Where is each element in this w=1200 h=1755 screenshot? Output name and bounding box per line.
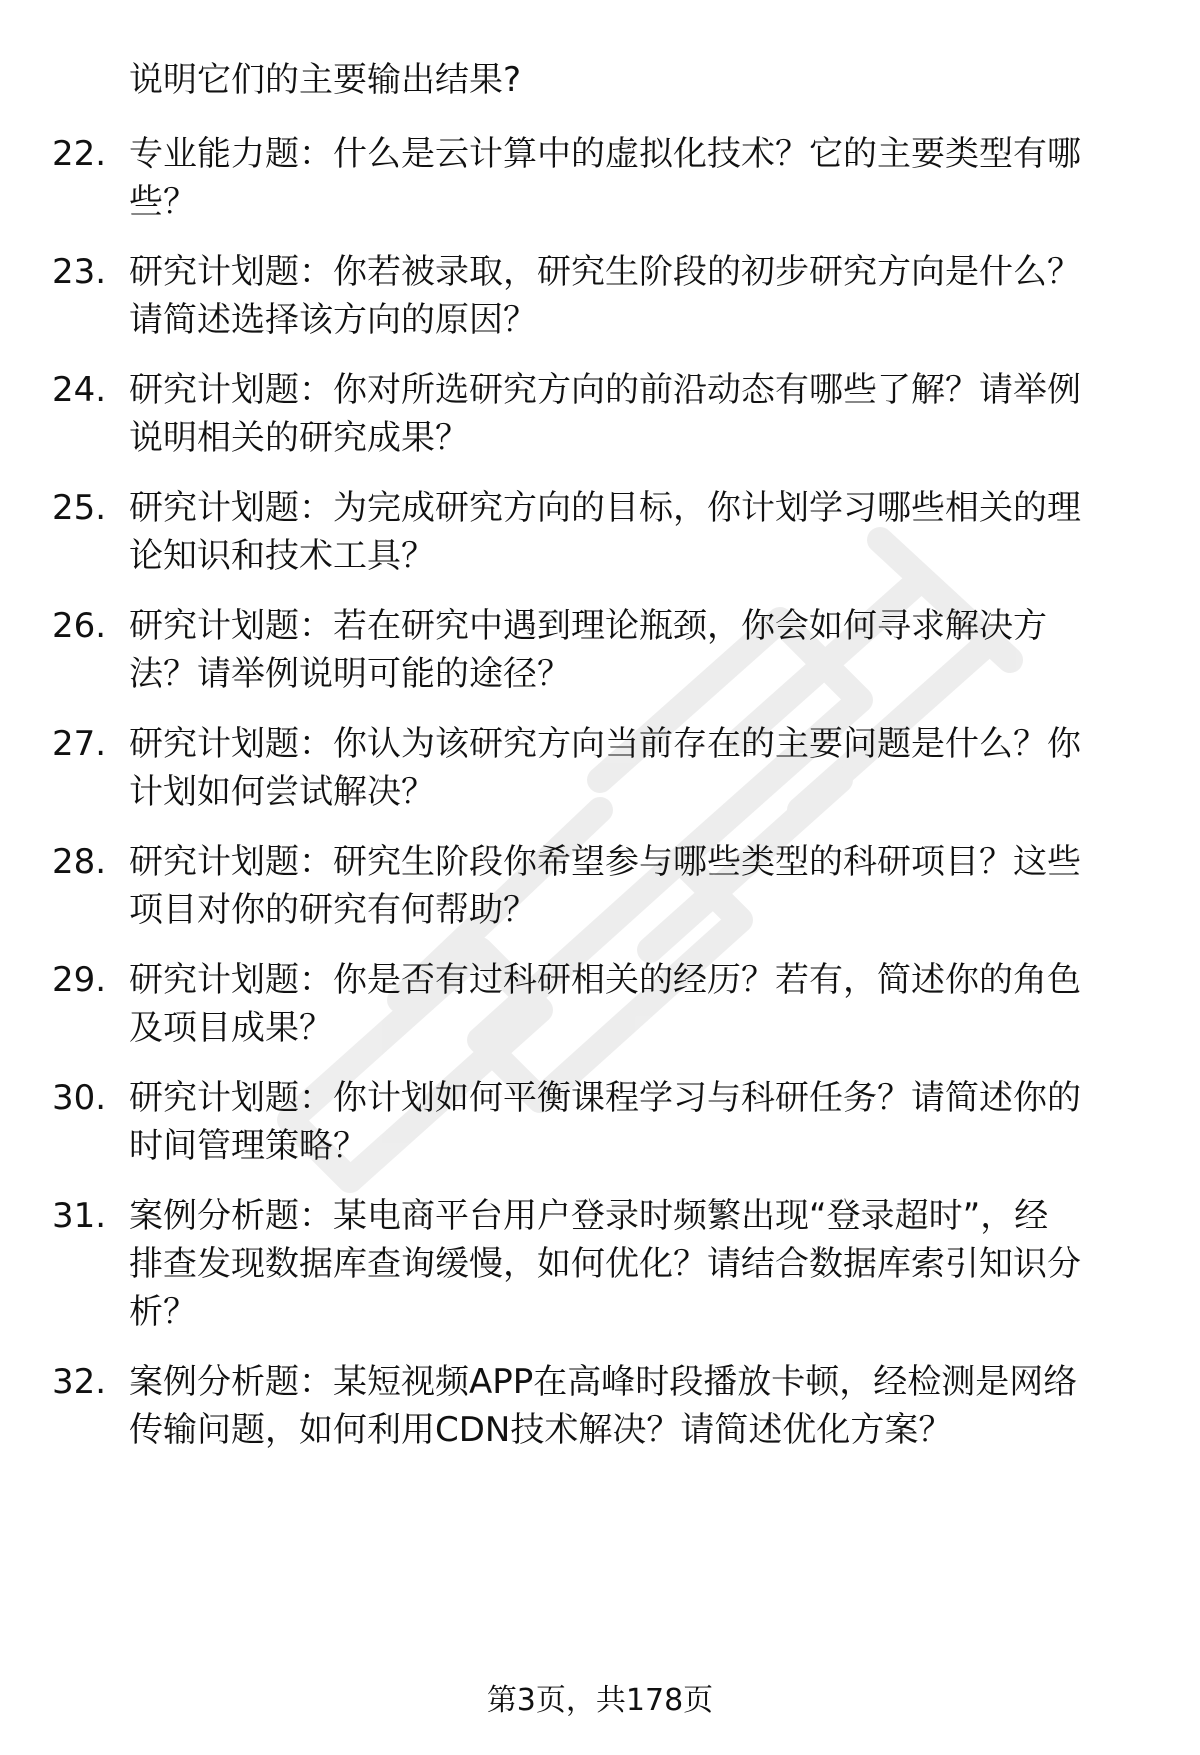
question-text: [129, 720, 1139, 816]
question-text-line: 请简述选择该方向的原因？: [129, 300, 537, 340]
question-number: 30.: [52, 1078, 107, 1118]
question-number: 29.: [52, 960, 107, 1000]
question-text-line: 案例分析题：某电商平台用户登录时频繁出现“登录超时”，经: [129, 1196, 1049, 1236]
page-footer: 第3页，共178页: [486, 1683, 714, 1718]
question-text-line: 论知识和技术工具？: [129, 536, 435, 576]
question-number: 27.: [52, 724, 107, 764]
question-text: [129, 366, 1139, 462]
question-number: 23.: [52, 252, 107, 292]
question-text-line: 研究计划题：你认为该研究方向当前存在的主要问题是什么？你: [129, 724, 1081, 764]
question-text: [129, 956, 1139, 1052]
question-text: [129, 1358, 1139, 1454]
question-text-line: 专业能力题：什么是云计算中的虚拟化技术？它的主要类型有哪: [129, 134, 1081, 174]
question-text-line: 计划如何尝试解决？: [129, 772, 435, 812]
question-text-line: 析？: [129, 1292, 197, 1332]
question-text: [129, 248, 1139, 344]
question-text: [129, 838, 1139, 934]
question-number: 26.: [52, 606, 107, 646]
question-number: 25.: [52, 488, 107, 528]
question-text-line: 说明相关的研究成果？: [129, 418, 469, 458]
question-text-line: 传输问题，如何利用CDN技术解决？请简述优化方案？: [129, 1410, 953, 1450]
question-number: 24.: [52, 370, 107, 410]
question-text: [129, 130, 1139, 226]
question-text-line: 研究计划题：你是否有过科研相关的经历？若有，简述你的角色: [129, 960, 1081, 1000]
question-number: 32.: [52, 1362, 107, 1402]
question-number: 28.: [52, 842, 107, 882]
question-number: 22.: [52, 134, 107, 174]
continuation-text: 说明它们的主要输出结果?: [129, 60, 522, 100]
question-text: [129, 1074, 1139, 1170]
question-text-line: 研究计划题：你若被录取，研究生阶段的初步研究方向是什么？: [129, 252, 1081, 292]
question-text: [129, 602, 1139, 698]
question-text-line: 案例分析题：某短视频APP在高峰时段播放卡顿，经检测是网络: [129, 1362, 1078, 1402]
question-text: [129, 484, 1139, 580]
question-text-line: 研究计划题：你对所选研究方向的前沿动态有哪些了解？请举例: [129, 370, 1081, 410]
question-text-line: 及项目成果？: [129, 1008, 333, 1048]
question-text-line: 些？: [129, 182, 197, 222]
question-text-line: 排查发现数据库查询缓慢，如何优化？请结合数据库索引知识分: [129, 1244, 1081, 1284]
question-text-line: 项目对你的研究有何帮助？: [129, 890, 537, 930]
question-text-line: 时间管理策略？: [129, 1126, 367, 1166]
question-text: [129, 1192, 1139, 1336]
question-text-line: 研究计划题：为完成研究方向的目标，你计划学习哪些相关的理: [129, 488, 1081, 528]
question-number: 31.: [52, 1196, 107, 1236]
question-text-line: 法？请举例说明可能的途径？: [129, 654, 571, 694]
question-text-line: 研究计划题：你计划如何平衡课程学习与科研任务？请简述你的: [129, 1078, 1081, 1118]
question-text-line: 研究计划题：若在研究中遇到理论瓶颈，你会如何寻求解决方: [129, 606, 1047, 646]
question-text-line: 研究计划题：研究生阶段你希望参与哪些类型的科研项目？这些: [129, 842, 1081, 882]
